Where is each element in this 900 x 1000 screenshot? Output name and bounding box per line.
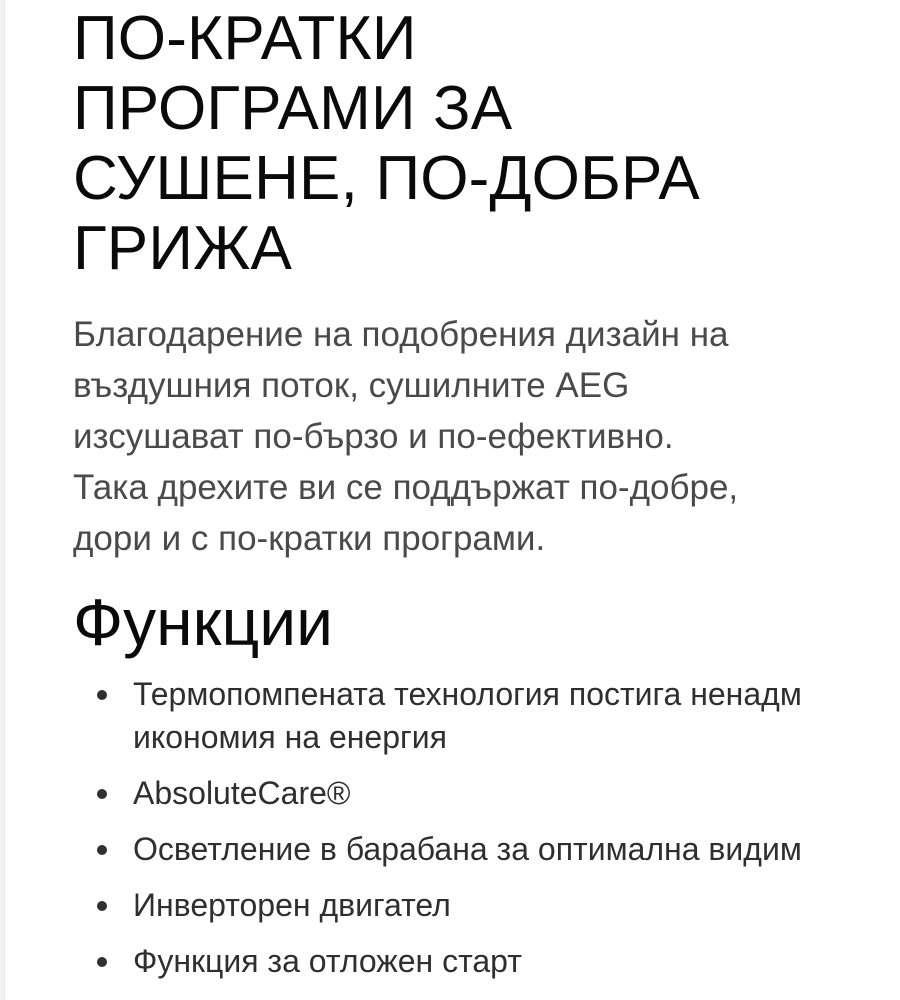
description-line: Благодарение на подобрения дизайн на — [73, 315, 729, 354]
description-line: изсушават по-бързо и по-ефективно. — [73, 417, 674, 456]
bullet-icon — [97, 845, 107, 855]
feature-item — [73, 828, 900, 871]
headline-line: ГРИЖА — [73, 214, 293, 283]
product-description — [73, 309, 873, 564]
feature-text: AbsoluteCare® — [133, 775, 351, 811]
headline-line: ПО-КРАТКИ — [73, 4, 417, 73]
product-headline — [73, 0, 833, 284]
bullet-icon — [97, 957, 107, 967]
feature-text: Термопомпената технология постига ненадм — [133, 676, 802, 712]
bullet-icon — [97, 690, 107, 700]
description-line: въздушния поток, сушилните AEG — [73, 366, 630, 405]
description-line: Така дрехите ви се поддържат по-добре, — [73, 468, 739, 507]
feature-text: Функция за отложен старт — [133, 943, 522, 979]
description-line: дори и с по-кратки програми. — [73, 519, 546, 558]
feature-text: Осветление в барабана за оптимална видим — [133, 831, 802, 867]
headline-line: ПРОГРАМИ ЗА — [73, 74, 513, 143]
feature-text: икономия на енергия — [133, 719, 447, 755]
feature-item — [73, 940, 900, 983]
page-left-edge — [0, 0, 5, 1000]
feature-text: Инверторен двигател — [133, 887, 451, 923]
bullet-icon — [97, 789, 107, 799]
feature-item — [73, 884, 900, 927]
features-list — [73, 673, 900, 983]
feature-item — [73, 673, 900, 759]
bullet-icon — [97, 901, 107, 911]
features-heading: Функции — [73, 585, 334, 659]
product-content — [73, 0, 900, 996]
feature-item — [73, 772, 900, 815]
headline-line: СУШЕНЕ, ПО-ДОБРА — [73, 144, 700, 213]
